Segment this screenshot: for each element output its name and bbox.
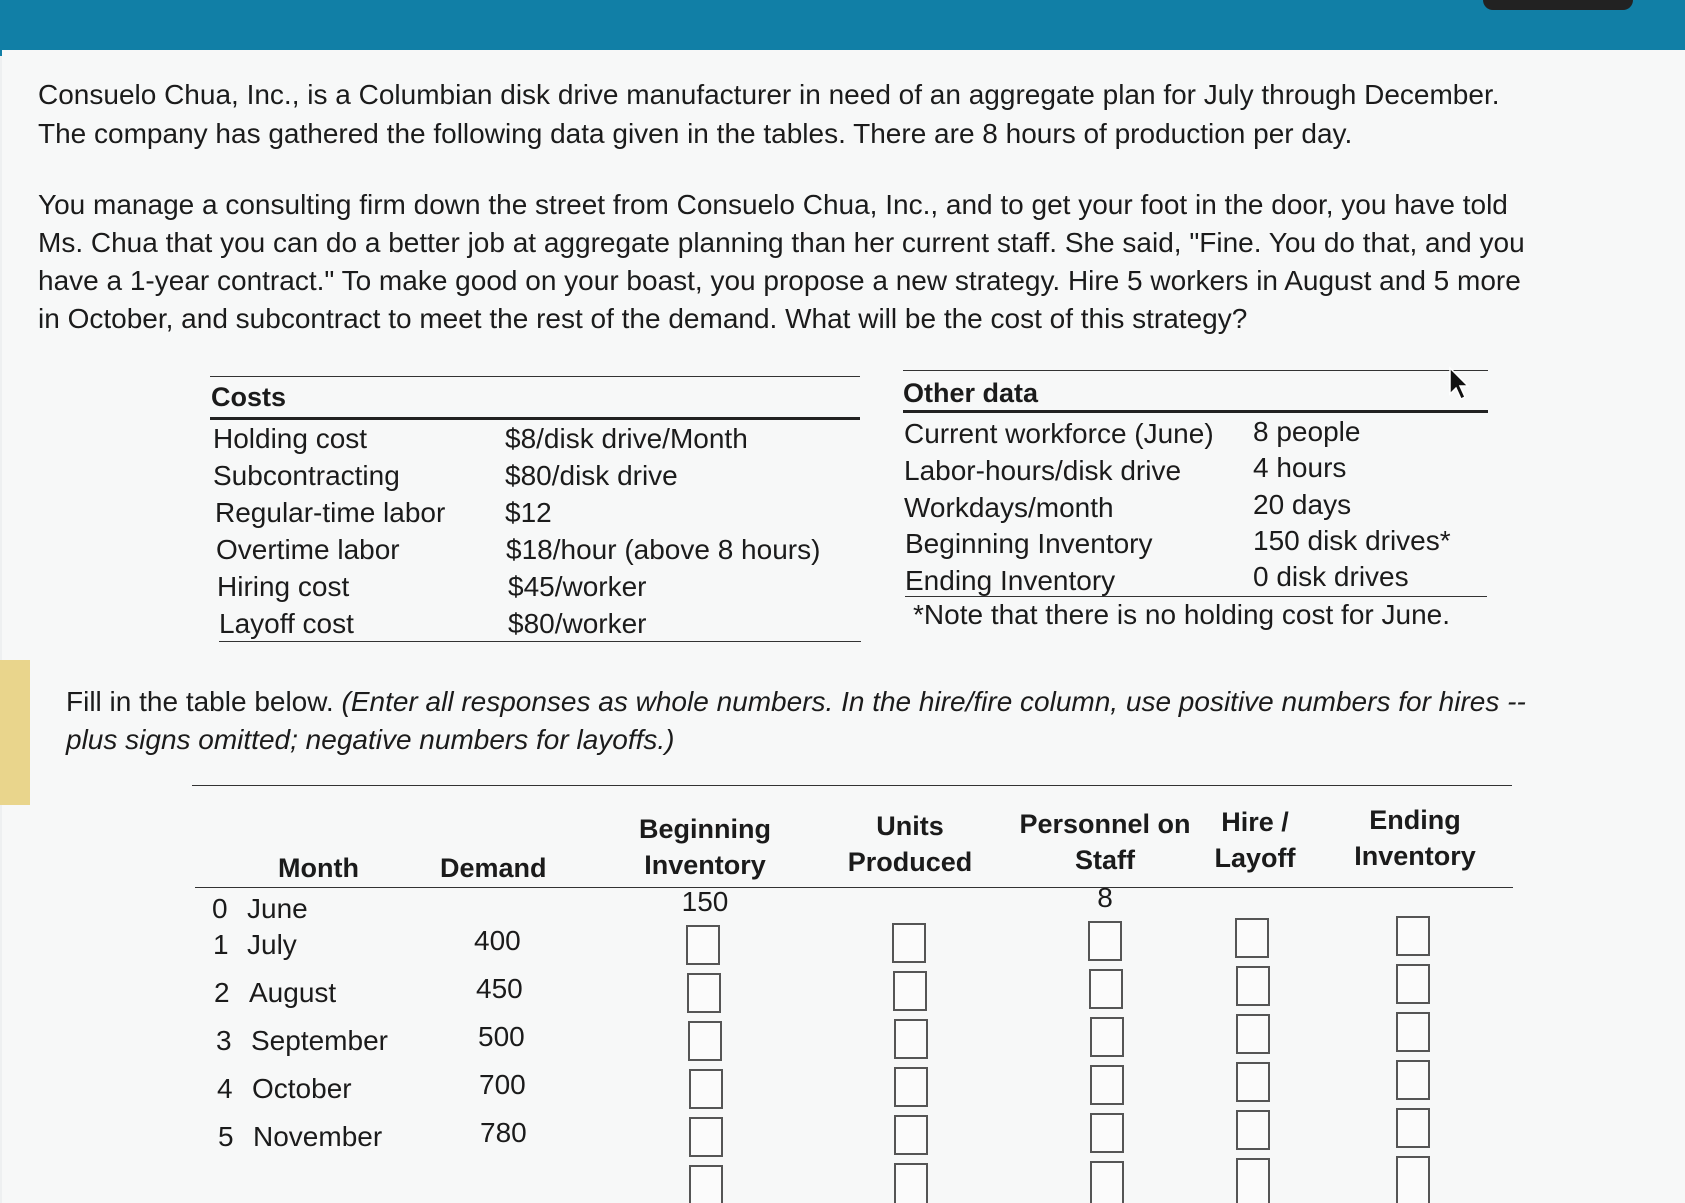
staff-input-august[interactable] xyxy=(1089,969,1123,1009)
cost-value-hiring: $45/worker xyxy=(508,571,647,602)
staff-input-december[interactable] xyxy=(1090,1161,1124,1203)
staff-input-october[interactable] xyxy=(1090,1065,1124,1105)
col-header-beg-inv-2: Inventory xyxy=(644,850,766,880)
cost-label-regular-labor: Regular-time labor xyxy=(215,497,446,528)
hire-input-july[interactable] xyxy=(1235,918,1269,958)
row-num: 1 xyxy=(213,929,229,960)
other-label-labor-hours: Labor-hours/disk drive xyxy=(904,455,1182,486)
row-month: August xyxy=(249,977,337,1008)
col-header-units-2: Produced xyxy=(847,847,973,877)
instructions-line-1 xyxy=(66,683,1526,721)
other-value-workdays: 20 days xyxy=(1253,489,1352,520)
row-num: 3 xyxy=(216,1025,232,1056)
col-header-hire-2: Layoff xyxy=(1214,843,1296,873)
row-month: November xyxy=(253,1121,383,1152)
col-header-staff-2: Staff xyxy=(1075,845,1135,875)
staff-input-july[interactable] xyxy=(1088,921,1122,961)
costs-header: Costs xyxy=(211,382,287,412)
row-demand: 450 xyxy=(476,973,523,1004)
row-month: July xyxy=(247,929,297,960)
hire-input-september[interactable] xyxy=(1236,1014,1270,1054)
end-inv-input-december[interactable] xyxy=(1396,1156,1430,1203)
beg-inv-input-november[interactable] xyxy=(689,1117,723,1157)
hire-input-october[interactable] xyxy=(1236,1062,1270,1102)
other-value-workforce: 8 people xyxy=(1253,416,1361,447)
units-input-july[interactable] xyxy=(892,923,926,963)
col-header-month: Month xyxy=(278,853,359,883)
intro-line-1: Consuelo Chua, Inc., is a Columbian disk drive manufacturer in need of an aggregate plan for July through December. xyxy=(38,79,1500,110)
beg-inv-input-december[interactable] xyxy=(689,1165,723,1203)
scenario-line-1: You manage a consulting firm down the street from Consuelo Chua, Inc., and to get your foot in the door, you have told xyxy=(38,189,1508,220)
row-demand: 400 xyxy=(474,925,521,956)
staff-input-november[interactable] xyxy=(1090,1113,1124,1153)
row-num: 0 xyxy=(212,893,228,924)
end-inv-input-august[interactable] xyxy=(1396,964,1430,1004)
row-demand: 700 xyxy=(479,1069,526,1100)
other-data-note: *Note that there is no holding cost for June. xyxy=(913,599,1450,630)
row-num: 4 xyxy=(217,1073,233,1104)
instructions-line-2: plus signs omitted; negative numbers for layoffs.) xyxy=(66,724,675,755)
other-label-workforce: Current workforce (June) xyxy=(904,418,1214,449)
hire-input-december[interactable] xyxy=(1236,1158,1270,1203)
cost-label-overtime: Overtime labor xyxy=(216,534,400,565)
instructions-plain: Fill in the table below. xyxy=(66,686,342,717)
cost-value-holding: $8/disk drive/Month xyxy=(505,423,748,454)
other-label-end-inventory: Ending Inventory xyxy=(905,565,1116,596)
beg-inv-input-october[interactable] xyxy=(689,1069,723,1109)
units-input-september[interactable] xyxy=(894,1019,928,1059)
scenario-line-2: Ms. Chua that you can do a better job at aggregate planning than her current staff. She said, "Fine. You do that, and you xyxy=(38,227,1525,258)
row-num: 5 xyxy=(218,1121,234,1152)
cost-value-layoff: $80/worker xyxy=(508,608,647,639)
col-header-hire-1: Hire / xyxy=(1221,807,1289,837)
cost-value-overtime: $18/hour (above 8 hours) xyxy=(506,534,821,565)
other-value-labor-hours: 4 hours xyxy=(1253,452,1347,483)
cost-value-subcontracting: $80/disk drive xyxy=(505,460,678,491)
cost-label-layoff: Layoff cost xyxy=(219,608,354,639)
end-inv-input-july[interactable] xyxy=(1396,916,1430,956)
beg-inv-input-september[interactable] xyxy=(688,1021,722,1061)
top-bar-button[interactable] xyxy=(1483,0,1633,10)
browser-top-bar xyxy=(0,0,1685,56)
highlight-strip xyxy=(0,660,30,805)
instructions-italic-1: (Enter all responses as whole numbers. In the hire/fire column, use positive numbers for hires -- xyxy=(341,686,1526,717)
row-month: October xyxy=(252,1073,352,1104)
col-header-end-inv-1: Ending xyxy=(1369,805,1461,835)
cost-label-holding: Holding cost xyxy=(213,423,368,454)
mouse-cursor-icon xyxy=(1448,366,1472,402)
intro-line-2: The company has gathered the following data given in the tables. There are 8 hours of production per day. xyxy=(38,118,1353,149)
col-header-end-inv-2: Inventory xyxy=(1354,841,1476,871)
row-demand: 780 xyxy=(480,1117,527,1148)
other-value-end-inventory: 0 disk drives xyxy=(1253,561,1409,592)
row-num: 2 xyxy=(214,977,230,1008)
staff-input-september[interactable] xyxy=(1090,1017,1124,1057)
col-header-staff-1: Personnel on xyxy=(1019,809,1191,839)
units-input-october[interactable] xyxy=(894,1067,928,1107)
row-month: September xyxy=(251,1025,388,1056)
other-data-header: Other data xyxy=(903,378,1039,408)
units-input-august[interactable] xyxy=(893,971,927,1011)
col-header-beg-inv-1: Beginning xyxy=(639,814,771,844)
row-month: June xyxy=(247,893,308,924)
beg-inv-input-august[interactable] xyxy=(687,973,721,1013)
col-header-demand: Demand xyxy=(440,853,547,883)
row-staff: 8 xyxy=(1097,882,1113,913)
other-value-beg-inventory: 150 disk drives* xyxy=(1253,525,1451,556)
cost-label-hiring: Hiring cost xyxy=(217,571,350,602)
hire-input-november[interactable] xyxy=(1236,1110,1270,1150)
cost-value-regular-labor: $12 xyxy=(505,497,552,528)
beg-inv-input-july[interactable] xyxy=(686,925,720,965)
units-input-december[interactable] xyxy=(894,1163,928,1203)
end-inv-input-october[interactable] xyxy=(1396,1060,1430,1100)
hire-input-august[interactable] xyxy=(1236,966,1270,1006)
other-label-workdays: Workdays/month xyxy=(904,492,1114,523)
units-input-november[interactable] xyxy=(894,1115,928,1155)
scenario-line-4: in October, and subcontract to meet the rest of the demand. What will be the cost of this strategy? xyxy=(38,303,1248,334)
other-label-beg-inventory: Beginning Inventory xyxy=(905,528,1153,559)
end-inv-input-november[interactable] xyxy=(1396,1108,1430,1148)
scenario-line-3: have a 1-year contract." To make good on your boast, you propose a new strategy. Hire 5 workers in August and 5 more xyxy=(38,265,1521,296)
row-beg-inv: 150 xyxy=(681,886,729,917)
row-demand: 500 xyxy=(478,1021,525,1052)
cost-label-subcontracting: Subcontracting xyxy=(213,460,400,491)
col-header-units-1: Units xyxy=(876,811,944,841)
end-inv-input-september[interactable] xyxy=(1396,1012,1430,1052)
